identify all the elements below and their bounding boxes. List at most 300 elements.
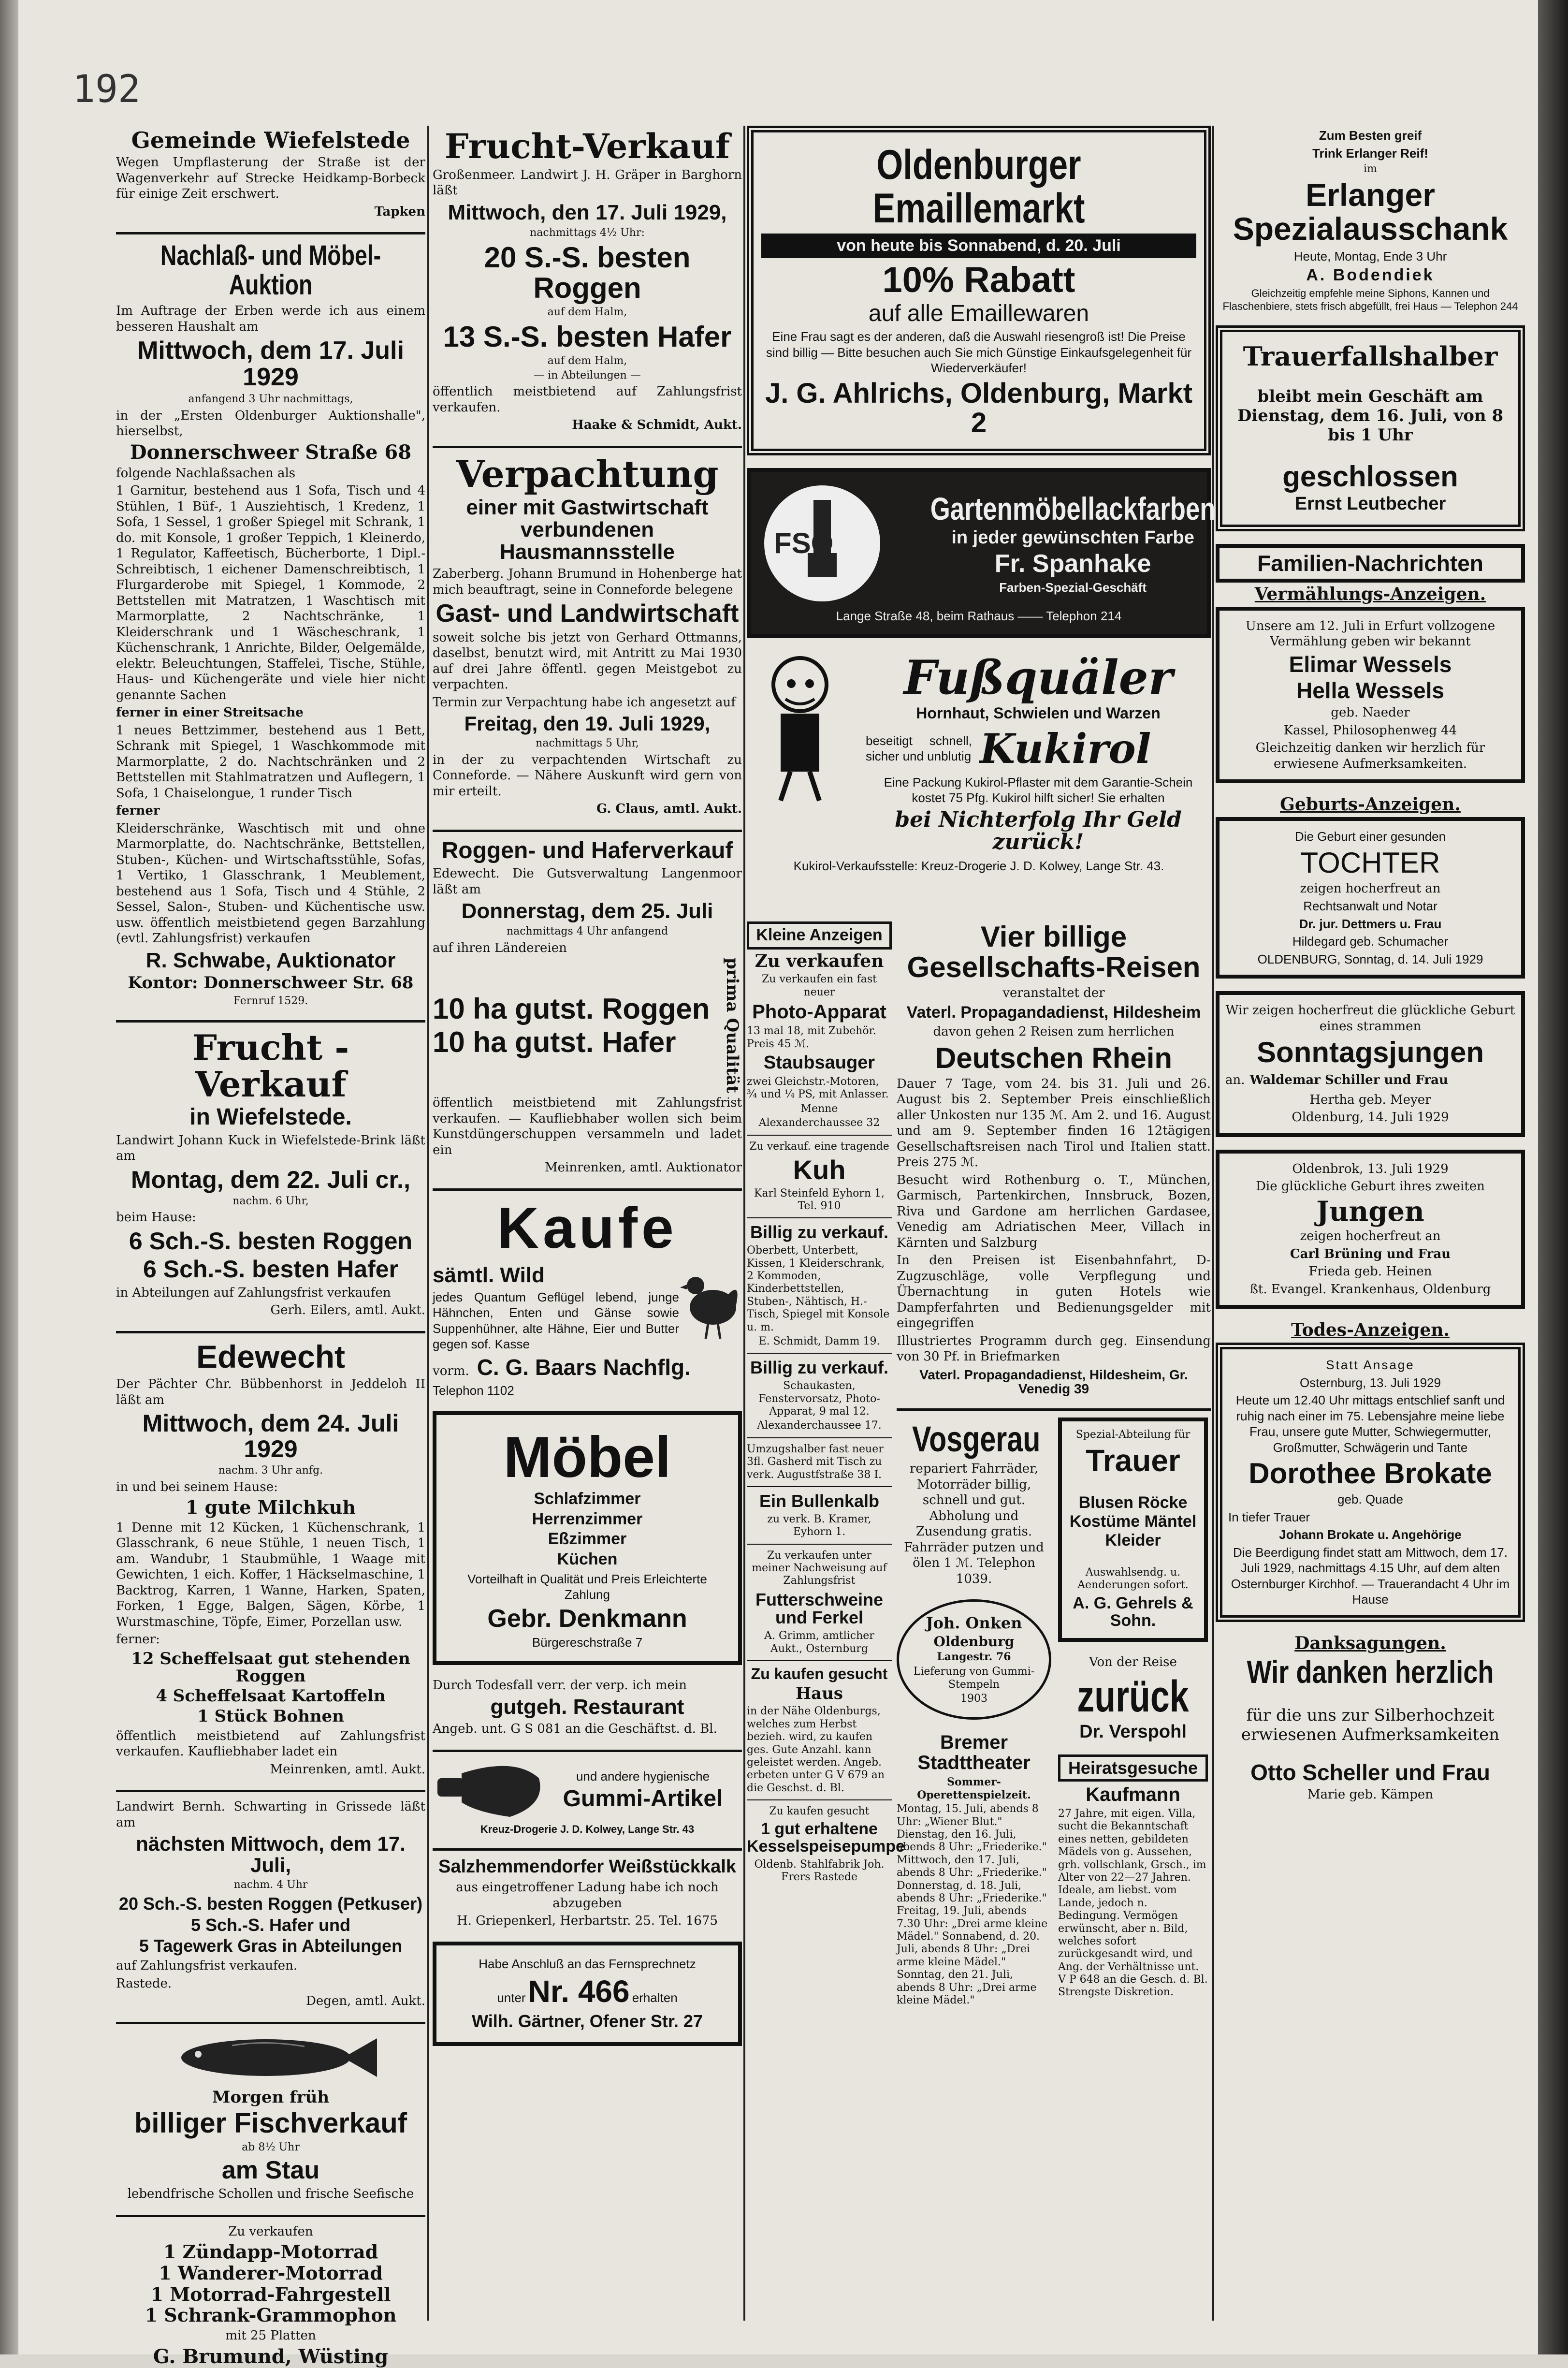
ad-title: Vier billige Gesellschafts-Reisen bbox=[907, 921, 1201, 983]
ad-fischverkauf bbox=[116, 2031, 425, 2202]
items-lead: ferner bbox=[116, 804, 160, 819]
column-rule bbox=[743, 126, 745, 2321]
small-ad-heading: Kuh bbox=[793, 1154, 846, 1185]
ad-text: Frieda geb. Heinen bbox=[1308, 1264, 1432, 1279]
ad-vosgerau bbox=[897, 1420, 1051, 1587]
ad-text: Wir zeigen hocherfreut die glückliche Geburt eines strammen bbox=[1225, 1003, 1515, 1034]
ad-intro: Im Auftrage der Erben werde ich aus einem besseren Haushalt am bbox=[116, 304, 425, 334]
ad-date: Oldenbrok, 13. Juli 1929 bbox=[1292, 1161, 1449, 1176]
discount: 10% Rabatt bbox=[882, 260, 1075, 300]
small-ad-heading: Billig zu verkauf. bbox=[750, 1358, 889, 1378]
divider bbox=[116, 1331, 425, 1333]
ad-intro: Spezial-Abteilung für bbox=[1075, 1429, 1191, 1441]
ad-text: Habe Anschluß an das Fernsprechnetz bbox=[479, 1956, 696, 1971]
column-rule bbox=[1212, 126, 1214, 2321]
phone-number: Nr. 466 bbox=[528, 1974, 630, 2009]
proprietor-name: A. Bodendiek bbox=[1306, 266, 1435, 285]
ad-frucht-verkauf-wiefelstede bbox=[116, 1026, 425, 1318]
section-subheader: Danksagungen. bbox=[1294, 1633, 1446, 1653]
divider bbox=[433, 1750, 742, 1752]
ad-gummi-artikel bbox=[433, 1759, 742, 1836]
ad-headline: Gast- und Landwirtschaft bbox=[436, 599, 739, 628]
small-ad-text: A. Grimm, amtlicher Aukt., Osternburg bbox=[764, 1630, 874, 1655]
sale-note: auf dem Halm, bbox=[547, 306, 627, 319]
firm-name: Joh. Onken bbox=[926, 1614, 1022, 1633]
brand-line bbox=[866, 725, 1211, 773]
ad-geburt-jungen bbox=[1216, 1150, 1525, 1309]
ad-zurueck bbox=[1058, 1654, 1208, 1742]
sale-time: nachmittags 4 Uhr anfangend bbox=[506, 925, 668, 938]
ad-text: zeigen hocherfreut an bbox=[1300, 881, 1441, 896]
sale-time: nachmittags 4½ Uhr: bbox=[530, 226, 645, 239]
column-3-right bbox=[897, 919, 1211, 2311]
ad-text: Hertha geb. Meyer bbox=[1309, 1092, 1431, 1107]
section-header: Familien-Nachrichten bbox=[1216, 544, 1525, 583]
ad-fernsprecher bbox=[433, 1942, 742, 2046]
ad-intro: Der Pächter Chr. Bübbenhorst in Jeddeloh II läßt am bbox=[116, 1377, 425, 1407]
small-ad-heading: Futterschweine und Ferkel bbox=[755, 1589, 884, 1628]
ad-intro: Edewecht. Die Gutsverwaltung Langenmoor läßt am bbox=[433, 866, 742, 897]
sale-item: 5 Tagewerk Gras in Abteilungen bbox=[139, 1936, 403, 1956]
ad-text: geb. Naeder bbox=[1331, 705, 1410, 720]
ad-text: und andere hygienische bbox=[576, 1769, 710, 1783]
man-figure-icon bbox=[747, 651, 858, 805]
firm-name: Kreuz-Drogerie J. D. Kolwey, Lange Str. 43 bbox=[480, 1823, 695, 1835]
column-4 bbox=[1216, 126, 1525, 2321]
phone-line bbox=[445, 1973, 729, 2009]
ad-kukirol bbox=[747, 651, 1211, 874]
ad-intro: Landwirt Bernh. Schwarting in Grissede läßt am bbox=[116, 1799, 425, 1830]
ad-signature: Ernst Leutbecher bbox=[1294, 493, 1446, 514]
ad-text: Dauer 7 Tage, vom 24. bis 31. Juli und 26. August bis 2. September Preis einschließlich aller Unkosten nur 135 ℳ. Am 2. und 16. August und am 9. September finden 16 12tägigen Gesellschaftsreisen nach Tirol und Italien statt. Preis 275 ℳ. bbox=[897, 1076, 1211, 1170]
sale-place: beim Hause: bbox=[116, 1210, 196, 1225]
sale-item: 4 Scheffelsaat Kartoffeln bbox=[156, 1686, 386, 1706]
ad-text: Termin zur Verpachtung habe ich angesetzt auf bbox=[433, 695, 736, 710]
room-type: Herrenzimmer bbox=[532, 1509, 643, 1528]
ad-title: Wir danken herzlich bbox=[1247, 1654, 1494, 1690]
phone-suffix: erhalten bbox=[632, 1990, 678, 2005]
ad-title: Kaufe bbox=[497, 1195, 678, 1260]
ad-title: gutgeh. Restaurant bbox=[490, 1695, 684, 1719]
ad-heiratsgesuch bbox=[1058, 1754, 1208, 1999]
ad-text: an. bbox=[1225, 1073, 1245, 1088]
auction-street: Donnerschweer Straße 68 bbox=[130, 440, 412, 464]
ad-erlanger bbox=[1216, 128, 1525, 313]
sale-item: 1 Stück Bohnen bbox=[197, 1707, 344, 1726]
divider bbox=[433, 446, 742, 448]
sale-terms: öffentlich meistbietend auf Zahlungsfrist verkaufen. Kaufliebhaber ladet ein bbox=[116, 1728, 425, 1759]
list-item: 1 Wanderer-Motorrad bbox=[159, 2262, 383, 2284]
logo-text: FSO bbox=[774, 526, 834, 559]
firm-name: J. G. Ahlrichs, Oldenburg, Markt 2 bbox=[765, 377, 1193, 439]
ad-text: ßt. Evangel. Krankenhaus, Oldenburg bbox=[1249, 1282, 1491, 1297]
small-ad-text: Schaukasten, Fenstervorsatz, Photo-Apparat, 9 mal 12. bbox=[758, 1380, 880, 1418]
row-vosgerau-trauer bbox=[897, 1418, 1211, 2019]
ad-signature: H. Griepenkerl, Herbartstr. 25. Tel. 1675 bbox=[456, 1914, 718, 1929]
ad-text: Angeb. unt. G S 081 an die Geschäftst. d. Bl. bbox=[433, 1722, 717, 1737]
lease-date: Freitag, den 19. Juli 1929, bbox=[464, 712, 711, 735]
ad-text: Rechtsanwalt und Notar bbox=[1303, 899, 1437, 914]
ad-text: jedes Quantum Geflügel lebend, junge Hähnchen, Enten und Gänse sowie Suppenhühner, alte Hähne, Eier und Butter gegen sof. Kasse bbox=[433, 1289, 679, 1352]
sale-items bbox=[433, 991, 723, 1060]
list-item: 1 Zündapp-Motorrad bbox=[163, 2241, 378, 2263]
ad-text-block bbox=[433, 1261, 679, 1354]
birth-headline: Jungen bbox=[1316, 1195, 1424, 1228]
ad-text: Eine Packung Kukirol-Pflaster mit dem Garantie-Schein kostet 75 Pfg. Kukirol hilft sicher! Sie erhalten bbox=[884, 775, 1193, 805]
slogan-line: Zum Besten greif bbox=[1319, 128, 1422, 143]
sale-period: von heute bis Sonnabend, d. 20. Juli bbox=[761, 234, 1196, 259]
auction-place: in der „Ersten Oldenburger Auktionshalle", hierselbst, bbox=[116, 408, 425, 439]
ad-subtitle: in Wiefelstede. bbox=[189, 1104, 352, 1130]
divider bbox=[747, 1353, 892, 1354]
ad-title: billiger Fischverkauf bbox=[134, 2107, 407, 2139]
sale-time: nachm. 3 Uhr anfg. bbox=[218, 1464, 323, 1477]
ad-text: geb. Quade bbox=[1337, 1492, 1403, 1507]
column-3-top bbox=[747, 126, 1216, 914]
auction-time: anfangend 3 Uhr nachmittags, bbox=[188, 393, 353, 406]
ad-text: Hildegard geb. Schumacher bbox=[1292, 934, 1449, 949]
ad-text: aus eingetroffener Ladung habe ich noch abzugeben bbox=[456, 1880, 719, 1911]
sale-date: Mittwoch, dem 24. Juli 1929 bbox=[142, 1410, 399, 1462]
ad-body bbox=[433, 1759, 742, 1822]
right-stack bbox=[1058, 1418, 1208, 2019]
ad-text: Eine Frau sagt es der anderen, daß die Auswahl riesengroß ist! Die Preise sind billig — Bitte besuchen auch Sie mich Günstige Einkaufsgelegenheit für Wiederverkäufer! bbox=[766, 329, 1192, 376]
items-list: Kleiderschränke, Waschtisch mit und ohne Marmorplatte, do. Nachtschränke, Bettstellen, Stuben-, Küchen- und Wirtschaftsstühle, Sofas, 1 Vertiko, 1 Glasschrank, 1 Meublement, bestehend aus 1 Sofa, Tisch und 4 Stühle, 2 Sessel, Salon-, Stuben- und Küchentische usw. usw. öffentlich meistbietend gegen Barzahlung (evtl. Zahlungsfrist) verkaufen bbox=[116, 821, 425, 946]
ad-text: Montag, 15. Juli, abends 8 Uhr: „Wiener Blut." Dienstag, den 16. Juli, abends 8 Uhr: „Friederike." Mittwoch, den 17. Juli, abends 8 Uhr: „Friederike." Donnerstag, d. 18. Juli, abends 8 Uhr: „Friederike." Freitag, 19. Juli, abends 7.30 Uhr: „Drei arme kleine Mädel." Sonnabend, d. 20. Juli, abends 8 Uhr: „Drei arme kleine Mädel." Sonntag, den 21. Juli, abends 8 Uhr: „Drei arme kleine Mädel." bbox=[897, 1803, 1048, 2007]
small-ad-text: Oldenb. Stahlfabrik Joh. Frers Rastede bbox=[754, 1858, 885, 1884]
ad-body bbox=[759, 481, 1216, 606]
ad-stadttheater bbox=[897, 1732, 1051, 2007]
firm-name: A. G. Gehrels & Sohn. bbox=[1073, 1593, 1193, 1630]
paint-brush-logo-icon bbox=[759, 481, 885, 606]
ad-text: Heute um 12.40 Uhr mittags entschlief sanft und ruhig nach einer im 75. Lebensjahre meine liebe Frau, unsere gute Mutter, Schwiegermutter, Großmutter, Schwägerin und Tante bbox=[1235, 1393, 1505, 1455]
person-name: Elimar Wessels bbox=[1289, 651, 1452, 677]
ad-title: Frucht-Verkauf bbox=[444, 126, 730, 166]
quality-label: prima Qualität bbox=[723, 958, 742, 1094]
deceased-name: Dorothee Brokate bbox=[1249, 1457, 1492, 1490]
divider bbox=[747, 1486, 892, 1487]
ad-title: Erlanger Spezialausschank bbox=[1233, 177, 1508, 247]
organizer-address: Vaterl. Propagandadienst, Hildesheim, Gr. Venedig 39 bbox=[919, 1367, 1188, 1397]
items-lead: folgende Nachlaßsachen als bbox=[116, 466, 296, 481]
firm-service: Lieferung von Gummi-Stempeln bbox=[913, 1666, 1035, 1691]
small-ad-text: Zu verkaufen ein fast neuer bbox=[762, 973, 877, 998]
ad-text-block bbox=[866, 651, 1211, 856]
doctor-name: Dr. Verspohl bbox=[1079, 1722, 1187, 1742]
sale-place: Rastede. bbox=[116, 1976, 172, 1991]
sale-terms: öffentlich meistbietend auf Zahlungsfrist verkaufen. bbox=[433, 384, 742, 415]
ad-subtitle: in jeder gewünschten Farbe bbox=[951, 527, 1194, 548]
divider bbox=[897, 1408, 1211, 1411]
brand-name: Kukirol bbox=[980, 724, 1151, 773]
firm-name: Fr. Spanhake bbox=[994, 549, 1151, 578]
parent-names: Waldemar Schiller und Frau bbox=[1249, 1073, 1448, 1088]
firm-name: Gebr. Denkmann bbox=[487, 1604, 687, 1633]
ad-weisstueckkalk bbox=[433, 1857, 742, 1929]
ad-gesellschaftsreisen bbox=[897, 921, 1211, 1396]
ad-nachlass-auktion bbox=[116, 241, 425, 1008]
ad-text: 27 Jahre, mit eigen. Villa, sucht die Bekanntschaft eines netten, gebildeten Mädels von g. Aussehen, grh. vollschlank, Grsch., im Alter von 22—27 Jahren. Ideale, am liebst. vom Lande, jedoch n. Bedingung. Vermögen erwünscht, aber n. Bild, welches sofort zurückgesandt wird, und Ang. der Verhältnisse unt. V P 648 an die Gesch. d. Bl. Strengste Diskretion. bbox=[1058, 1807, 1208, 1999]
ad-text: beseitigt schnell, sicher und unblutig bbox=[866, 733, 972, 764]
ad-text: bleibt mein Geschäft am Dienstag, dem 16. Juli, von 8 bis 1 Uhr bbox=[1237, 386, 1504, 445]
divider bbox=[747, 1660, 892, 1661]
auctioneer-phone: Fernruf 1529. bbox=[233, 994, 308, 1007]
ad-title: Salzhemmendorfer Weißstückkalk bbox=[438, 1856, 736, 1877]
mourner-names: Johann Brokate u. Angehörige bbox=[1279, 1527, 1462, 1542]
ad-roggen-haferverkauf bbox=[433, 839, 742, 1176]
ad-signature: Wilh. Gärtner, Ofener Str. 27 bbox=[472, 2011, 703, 2032]
small-ad-text: Menne bbox=[800, 1102, 838, 1115]
ad-title: Nachlaß- und Möbel-Auktion bbox=[160, 240, 381, 301]
ad-text: Illustriertes Programm durch geg. Einsendung von 30 Pf. in Briefmarken bbox=[897, 1333, 1211, 1364]
divider bbox=[116, 2215, 425, 2217]
sale-item: 5 Sch.-S. Hafer und bbox=[190, 1915, 351, 1935]
column-3-small-ads bbox=[747, 919, 905, 2311]
ad-text: In den Preisen ist Eisenbahnfahrt, D-Zugzuschläge, volle Verpflegung und Übernachtung in guten Hotels wie Dampferfahrten und Bedienungsgelder mit eingegriffen bbox=[897, 1253, 1211, 1331]
small-ad-heading: Zu verkaufen bbox=[755, 950, 884, 971]
ad-text: Wegen Umpflasterung der Straße ist der Wagenverkehr auf Strecke Heidkamp-Borbeck für einige Zeit erschwert. bbox=[116, 155, 425, 202]
auctioneer-name: R. Schwabe, Auktionator bbox=[145, 948, 396, 972]
section-subheader: Todes-Anzeigen. bbox=[1291, 1320, 1450, 1341]
sale-item: 10 ha gutst. Hafer bbox=[433, 1026, 676, 1059]
ad-kaufe-wild bbox=[433, 1195, 742, 1399]
ad-date: OLDENBURG, Sonntag, d. 14. Juli 1929 bbox=[1257, 951, 1483, 966]
section-subheader: Vermählungs-Anzeigen. bbox=[1254, 584, 1486, 604]
small-ad-text: 13 mal 18, mit Zubehör. Preis 45 ℳ. bbox=[747, 1025, 876, 1050]
divider bbox=[747, 1135, 892, 1136]
divider bbox=[116, 232, 425, 234]
ad-signature: Gerh. Eilers, amtl. Aukt. bbox=[270, 1303, 425, 1318]
ad-wiefelstede-notice bbox=[116, 129, 425, 219]
small-ad-text: E. Schmidt, Damm 19. bbox=[758, 1335, 880, 1347]
person-name: Hella Wessels bbox=[1296, 677, 1444, 703]
slogan-line: im bbox=[1364, 163, 1377, 175]
ad-intro: Von der Reise bbox=[1089, 1655, 1177, 1670]
ad-text: Unsere am 12. Juli in Erfurt vollzogene Vermählung geben wir bekannt bbox=[1245, 618, 1495, 649]
slogan-line: Trink Erlanger Reif! bbox=[1312, 146, 1428, 161]
ad-text: Die glückliche Geburt ihres zweiten bbox=[1256, 1179, 1485, 1194]
divider bbox=[116, 1790, 425, 1792]
ad-text: Marie geb. Kämpen bbox=[1307, 1787, 1434, 1802]
ad-geburt-tochter bbox=[1216, 817, 1525, 979]
ad-title: Bremer Stadttheater bbox=[917, 1732, 1031, 1774]
small-ad-text: Umzugshalber fast neuer 3fl. Gasherd mit Tisch zu verk. Augustfstraße 38 I. bbox=[747, 1443, 884, 1481]
fish-icon bbox=[160, 2031, 382, 2084]
ad-restaurant bbox=[433, 1678, 742, 1737]
ad-title: Vosgerau bbox=[912, 1419, 1041, 1460]
parent-names: Carl Brüning und Frau bbox=[1290, 1246, 1451, 1261]
auction-date: Mittwoch, dem 17. Juli 1929 bbox=[137, 336, 404, 391]
ad-text: Gleichzeitig empfehle meine Siphons, Kannen und Flaschenbiere, stets frisch abgefüllt, frei Haus — Telephon 244 bbox=[1222, 287, 1518, 312]
sale-terms: auf Zahlungsfrist verkaufen. bbox=[116, 1959, 298, 1973]
ad-text: repariert Fahrräder, Motorräder billig, schnell und gut. Abholung und Zusendung gratis. Fahrräder putzen und ölen 1 ℳ. Telephon 1039. bbox=[904, 1462, 1044, 1586]
ad-text: Statt Ansage bbox=[1326, 1358, 1415, 1373]
ad-headline: geschlossen bbox=[1282, 460, 1458, 493]
list-item: 1 Schrank-Grammophon bbox=[145, 2304, 397, 2326]
ad-intro: Durch Todesfall verr. der verp. ich mein bbox=[433, 1678, 687, 1693]
ad-items: Blusen Röcke Kostüme Mäntel Kleider bbox=[1069, 1493, 1197, 1550]
small-ad-heading: Ein Bullenkalb bbox=[759, 1491, 880, 1511]
small-ad-text: Alexanderchaussee 17. bbox=[757, 1419, 882, 1432]
firm-phone: Telephon 1102 bbox=[433, 1383, 514, 1398]
motor-note: mit 25 Platten bbox=[225, 2328, 316, 2343]
sale-item: 12 Scheffelsaat gut stehenden Roggen bbox=[131, 1649, 410, 1686]
sale-note: auf dem Halm, bbox=[547, 355, 627, 367]
ad-title: Fußquäler bbox=[903, 650, 1173, 705]
ad-date: Oldenburg, 14. Juli 1929 bbox=[1292, 1110, 1449, 1125]
ad-signature: Tapken bbox=[374, 204, 425, 219]
room-type: Eßzimmer bbox=[548, 1530, 627, 1549]
ad-text-block bbox=[544, 1767, 742, 1814]
items-lead: ferner in einer Streitsache bbox=[116, 705, 304, 720]
scan-edge-right bbox=[1538, 0, 1568, 2354]
column-2 bbox=[433, 126, 742, 2321]
sale-item: 20 Sch.-S. besten Roggen (Petkuser) bbox=[118, 1893, 423, 1914]
sale-item: 10 ha gutst. Roggen bbox=[433, 993, 710, 1025]
ad-text: zeigen hocherfreut an bbox=[1300, 1229, 1441, 1244]
sale-item: 13 S.-S. besten Hafer bbox=[443, 321, 732, 353]
ad-edewecht bbox=[116, 1340, 425, 1777]
ad-signature: Haake & Schmidt, Aukt. bbox=[572, 418, 742, 433]
items-lead: ferner: bbox=[116, 1632, 160, 1647]
slogan: bei Nichterfolg Ihr Geld zurück! bbox=[895, 807, 1182, 854]
items-list: 1 neues Bettzimmer, bestehend aus 1 Bett, Schrank mit Spiegel, 1 Waschkommode mit Marmorplatte, 2 do. Nachtschränken und 2 Bettstellen mit Stahlmatratzen und Auflegern, 1 Sofa, 1 Chaiselongue, 1 runder Tisch bbox=[116, 723, 425, 801]
ad-verpachtung bbox=[433, 452, 742, 817]
small-ad-heading: Billig zu verkauf. bbox=[750, 1222, 889, 1242]
auctioneer-office: Kontor: Donnerschweer Str. 68 bbox=[128, 973, 414, 993]
lease-time: nachmittags 5 Uhr, bbox=[536, 737, 639, 750]
ad-text: Die Geburt einer gesunden bbox=[1294, 829, 1446, 844]
sale-terms: öffentlich meistbietend mit Zahlungsfrist verkaufen. — Kaufliebhaber wollen sich beim Kunstdüngerschuppen versammeln und ladet ein bbox=[433, 1096, 742, 1157]
ad-text-block bbox=[895, 489, 1251, 598]
sale-date: Montag, dem 22. Juli cr., bbox=[131, 1166, 410, 1193]
list-item: 1 Motorrad-Fahrgestell bbox=[150, 2283, 391, 2305]
sale-place: auf ihren Ländereien bbox=[433, 940, 567, 955]
ad-danksagung bbox=[1216, 1655, 1525, 1802]
ad-subtitle: Sommer-Operettenspielzeit. bbox=[917, 1776, 1031, 1801]
ad-signature: Meinrenken, amtl. Aukt. bbox=[270, 1762, 425, 1777]
ad-date: Osternburg, 13. Juli 1929 bbox=[1300, 1375, 1441, 1390]
sale-items: 1 Denne mit 12 Kücken, 1 Küchenschrank, 1 Glasschrank, 6 neue Stühle, 1 neuen Tisch, 1 am. Wandubr, 1 Staubmühle, 1 Waage mit Gewichten, 1 eich. Koffer, 1 Häckselmaschine, 1 Backtrog, Karren, 1 Wanne, Harken, Spaten, Forken, 1 Egge, Balgen, Sägen, Körbe, 1 Wurstmaschine, Töpfe, Eimer, Porzellan usw. bbox=[116, 1520, 425, 1629]
fish-place: am Stau bbox=[221, 2156, 320, 2184]
ad-text: Besucht wird Rothenburg o. T., München, Garmisch, Partenkirchen, Innsbruck, Bozen, Riva und Gardone am herrlichen Gardasee, Venedig am Adriatischen Meer, Villach in Kärnten und Salzburg bbox=[897, 1172, 1211, 1250]
ad-body bbox=[747, 651, 1211, 856]
ad-title: Roggen- und Haferverkauf bbox=[441, 837, 733, 863]
sale-time: nachm. 4 Uhr bbox=[233, 1879, 308, 1891]
ad-body bbox=[433, 1261, 742, 1354]
shop-address: Kukirol-Verkaufsstelle: Kreuz-Drogerie J. D. Kolwey, Lange Str. 43. bbox=[793, 858, 1164, 873]
firm-name: C. G. Baars Nachflg. bbox=[477, 1354, 691, 1380]
ad-motorrad bbox=[116, 2224, 425, 2367]
person-name: Otto Scheller und Frau bbox=[1250, 1759, 1490, 1785]
divider bbox=[747, 1217, 892, 1218]
sale-time: nachm. 6 Uhr, bbox=[232, 1195, 309, 1207]
small-ad-heading: Haus bbox=[795, 1683, 843, 1703]
ad-vermaehlung bbox=[1216, 607, 1525, 784]
divider bbox=[116, 1020, 425, 1023]
divider bbox=[747, 1799, 892, 1800]
small-ad-text: Alexanderchaussee 32 bbox=[758, 1117, 880, 1129]
sale-items-block bbox=[433, 958, 742, 1093]
birth-headline: Sonntagsjungen bbox=[1257, 1036, 1484, 1069]
sale-place: in und bei seinem Hause: bbox=[116, 1479, 278, 1494]
firm-address: Bürgereschstraße 7 bbox=[532, 1635, 643, 1650]
section-header: Kleine Anzeigen bbox=[747, 921, 892, 950]
small-ad-text: Karl Steinfeld Eyhorn 1, Tel. 910 bbox=[754, 1187, 885, 1213]
ad-headline: Deutschen Rhein bbox=[935, 1041, 1173, 1074]
firm-address: Lange Straße 48, beim Rathaus —— Telephon 214 bbox=[836, 608, 1122, 623]
firm-street: Langestr. 76 bbox=[937, 1651, 1011, 1664]
section-subheader: Geburts-Anzeigen. bbox=[1280, 794, 1461, 815]
small-ad-heading: Photo-Apparat bbox=[752, 1001, 886, 1023]
ad-title: Frucht - Verkauf bbox=[192, 1026, 349, 1105]
organizer: Vaterl. Propagandadienst, Hildesheim bbox=[906, 1003, 1201, 1022]
sale-date: Donnerstag, dem 25. Juli bbox=[461, 899, 713, 923]
sale-item: 20 S.-S. besten Roggen bbox=[484, 241, 691, 305]
ad-text: Gleichzeitig danken wir herzlich für erwiesene Aufmerksamkeiten. bbox=[1255, 741, 1485, 771]
ad-signature: Degen, amtl. Aukt. bbox=[306, 1994, 425, 2009]
ad-text: veranstaltet der bbox=[1002, 986, 1105, 1000]
small-ad-text: Zu verkauf. eine tragende bbox=[749, 1140, 889, 1153]
sale-date: nächsten Mittwoch, dem 17. Juli, bbox=[136, 1832, 406, 1877]
sale-terms: in Abteilungen auf Zahlungsfrist verkaufen bbox=[116, 1285, 391, 1300]
ad-text: für die uns zur Silberhochzeit erwiesenen Aufmerksamkeiten bbox=[1241, 1705, 1500, 1744]
ad-title: Trauerfallshalber bbox=[1243, 340, 1498, 372]
room-type: Küchen bbox=[557, 1550, 618, 1568]
small-ad-heading: Staubsauger bbox=[763, 1052, 875, 1073]
ad-moebel bbox=[433, 1411, 742, 1665]
divider bbox=[747, 1544, 892, 1545]
ad-frucht-verkauf-grossenmeer bbox=[433, 126, 742, 433]
ad-title: Gartenmöbellackfarben bbox=[930, 490, 1216, 526]
firm-prefix: vorm. bbox=[433, 1363, 469, 1378]
page-number: 192 bbox=[73, 68, 141, 111]
ad-title: Kaufmann bbox=[1086, 1783, 1180, 1805]
small-ad-text: Zu verkaufen unter meiner Nachweisung auf Zahlungsfrist bbox=[752, 1549, 887, 1587]
ad-intro: Zu verkaufen bbox=[228, 2224, 313, 2239]
ad-emaillemarkt bbox=[747, 126, 1211, 455]
fish-morning: Morgen früh bbox=[212, 2087, 330, 2107]
ad-signature: G. Claus, amtl. Aukt. bbox=[596, 802, 742, 817]
firm-year: 1903 bbox=[960, 1693, 987, 1705]
lease-place: in der zu verpachtenden Wirtschaft zu Conneforde. — Nähere Auskunft wird gern von mir erteilt. bbox=[433, 752, 742, 799]
sale-note: — in Abteilungen — bbox=[534, 369, 641, 381]
scan-edge-left bbox=[0, 0, 18, 2354]
firm-line bbox=[433, 1354, 742, 1381]
ad-title: Verpachtung bbox=[456, 452, 719, 496]
items-list: 1 Garnitur, bestehend aus 1 Sofa, Tisch und 4 Stühlen, 1 Büf-, 1 Ausziehtisch, 1 Kredenz, 1 Sofa, 1 Sessel, 1 großer Spiegel mit Schrank, 1 do. mit Konsole, 1 großer Teppich, 1 Kleinerdo, 1 Regulator, Kaffeetisch, Bücherborte, 1 Dipl.-Schreibtisch, 1 eichener Damenschreibtisch, 1 Flurgarderobe mit Spiegel, 1 Kommode, 2 Bettstellen mit Matratzen, 1 Waschtisch mit Marmorplatte, 2 Nachtschränke, 1 Kleiderschrank und 1 Wäscheschrank, 1 Küchenschrank, 1 Anrichte, Bilder, Oelgemälde, elektr. Beleuchtungen, Staffelei, Tische, Stühle, Haus- und Küchengeräte und viele hier nicht genannte Sachen bbox=[116, 483, 425, 702]
parent-names: Dr. jur. Dettmers u. Frau bbox=[1299, 916, 1442, 931]
ad-intro: Zaberberg. Johann Brumund in Hohenberge hat mich beauftragt, seine in Conneforde belegene bbox=[433, 567, 742, 597]
ad-onken-stempel bbox=[897, 1599, 1051, 1720]
ad-text: In tiefer Trauer bbox=[1228, 1509, 1310, 1524]
ad-text: Kassel, Philosophenweg 44 bbox=[1283, 723, 1457, 738]
motor-list bbox=[116, 2241, 425, 2326]
ad-text: Vorteilhaft in Qualität und Preis Erleichterte Zahlung bbox=[467, 1571, 707, 1602]
sale-item: 6 Sch.-S. besten Roggen bbox=[129, 1227, 413, 1255]
sale-date: Mittwoch, den 17. Juli 1929, bbox=[448, 200, 727, 224]
small-ad-text: zwei Gleichstr.-Motoren, ¾ und ¼ PS, mit Anlasser. bbox=[747, 1075, 889, 1101]
ad-gartenmoebel bbox=[747, 468, 1216, 639]
sale-item: 1 gute Milchkuh bbox=[185, 1496, 356, 1519]
fish-text: lebendfrische Schollen und frische Seefische bbox=[127, 2187, 414, 2202]
ad-subtitle: sämtl. Wild bbox=[433, 1263, 545, 1287]
ad-text: Heute, Montag, Ende 3 Uhr bbox=[1293, 248, 1447, 263]
small-ad-heading: 1 gut erhaltene Kesselspeisepumpe bbox=[747, 1820, 905, 1856]
ad-title: Edewecht bbox=[196, 1338, 346, 1374]
ad-intro: Großenmeer. Landwirt J. H. Gräper in Barghorn läßt bbox=[433, 167, 742, 198]
discount-scope: auf alle Emaillewaren bbox=[868, 300, 1089, 326]
